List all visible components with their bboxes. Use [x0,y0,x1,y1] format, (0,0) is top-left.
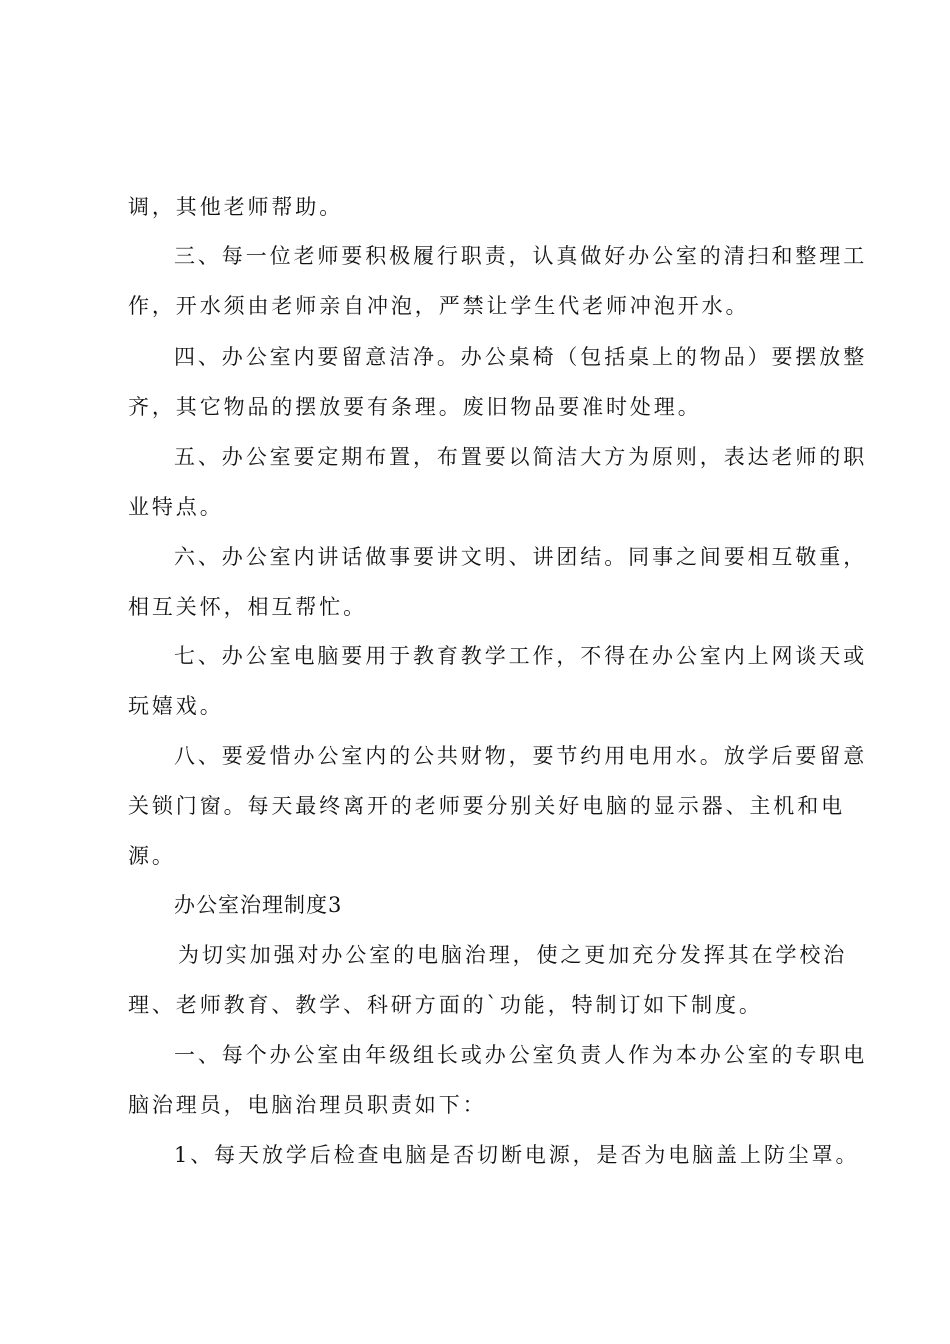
paragraph-line: 脑治理员，电脑治理员职责如下： [128,1093,487,1117]
paragraph-line: 五、办公室要定期布置，布置要以简洁大方为原则，表达老师的职 [174,445,868,469]
paragraph-line: 业特点。 [128,495,224,519]
section-heading: 办公室治理制度3 [174,893,343,917]
paragraph-line: 为切实加强对办公室的电脑治理，使之更加充分发挥其在学校治 [178,943,848,967]
paragraph-line: 1、每天放学后检查电脑是否切断电源，是否为电脑盖上防尘罩。 [174,1143,860,1167]
paragraph-line: 关锁门窗。每天最终离开的老师要分别关好电脑的显示器、主机和电 [128,794,845,818]
paragraph-line: 八、要爱惜办公室内的公共财物，要节约用电用水。放学后要留意 [174,744,868,768]
paragraph-line: 作，开水须由老师亲自冲泡，严禁让学生代老师冲泡开水。 [128,294,750,318]
paragraph-line: 六、办公室内讲话做事要讲文明、讲团结。同事之间要相互敬重， [174,545,868,569]
paragraph-line: 调，其他老师帮助。 [128,195,344,219]
paragraph-line: 玩嬉戏。 [128,694,224,718]
paragraph-line: 四、办公室内要留意洁净。办公桌椅（包括桌上的物品）要摆放整 [174,345,868,369]
paragraph-line: 七、办公室电脑要用于教育教学工作，不得在办公室内上网谈天或 [174,644,868,668]
paragraph-line: 源。 [128,844,176,868]
paragraph-line: 理、老师教育、教学、科研方面的`功能，特制订如下制度。 [128,993,763,1017]
paragraph-line: 齐，其它物品的摆放要有条理。废旧物品要准时处理。 [128,395,702,419]
paragraph-line: 相互关怀，相互帮忙。 [128,595,367,619]
paragraph-line: 一、每个办公室由年级组长或办公室负责人作为本办公室的专职电 [174,1043,868,1067]
paragraph-line: 三、每一位老师要积极履行职责，认真做好办公室的清扫和整理工 [174,244,868,268]
